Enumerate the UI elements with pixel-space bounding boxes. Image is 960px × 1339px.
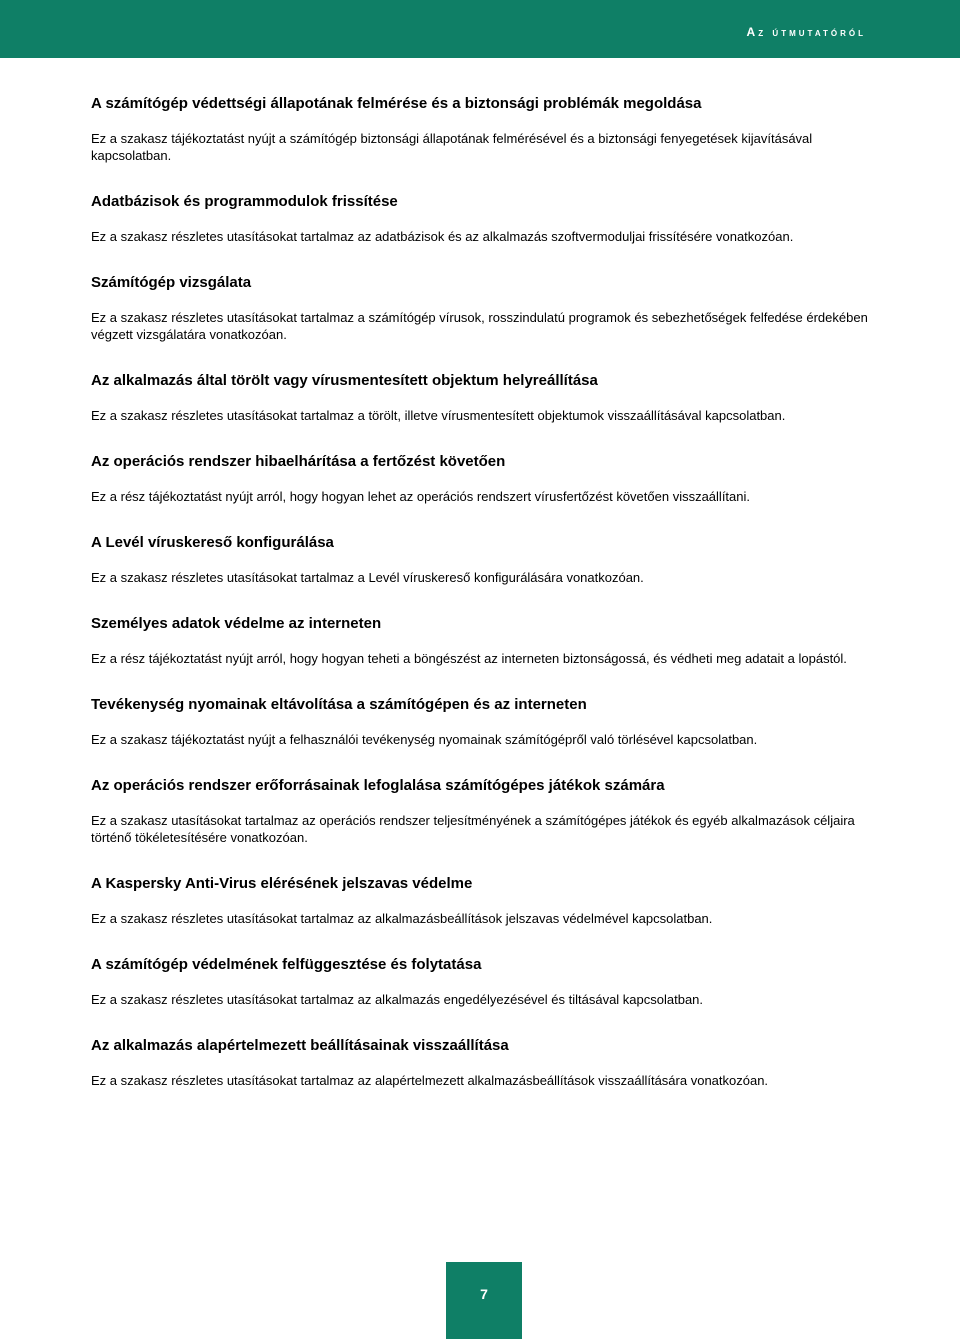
section-description: Ez a szakasz részletes utasításokat tartalmaz a Levél víruskereső konfigurálására vonatkozóan.	[91, 570, 644, 585]
section-title: Az operációs rendszer erőforrásainak lefoglalása számítógépes játékok számára	[91, 777, 665, 794]
section-title: Az operációs rendszer hibaelhárítása a fertőzést követően	[91, 453, 506, 470]
section-gaming-resources	[91, 777, 871, 846]
running-header-title: Az útmutatóról	[746, 25, 866, 39]
section-title: A Kaspersky Anti-Virus elérésének jelszavas védelme	[91, 875, 473, 892]
section-description: Ez a szakasz részletes utasításokat tartalmaz a számítógép vírusok, rosszindulatú programok és sebezhetőségek felfedése érdekében végzett vizsgálatára vonatkozóan.	[91, 310, 868, 342]
section-password-protection	[91, 875, 871, 927]
section-computer-scan	[91, 274, 871, 343]
header-bar	[0, 0, 960, 58]
section-database-update	[91, 193, 871, 245]
section-description: Ez a szakasz részletes utasításokat tartalmaz az alapértelmezett alkalmazásbeállítások visszaállítására vonatkozóan.	[91, 1073, 769, 1088]
section-security-status	[91, 95, 871, 164]
section-description: Ez a rész tájékoztatást nyújt arról, hogy hogyan teheti a böngészést az interneten biztonságossá, és védheti meg adatait a lopástól.	[91, 651, 847, 666]
section-description: Ez a rész tájékoztatást nyújt arról, hogy hogyan lehet az operációs rendszert vírusfertőzést követően visszaállítani.	[91, 489, 751, 504]
section-title: Az alkalmazás alapértelmezett beállításainak visszaállítása	[91, 1037, 509, 1054]
section-title: A számítógép védettségi állapotának felmérése és a biztonsági problémák megoldása	[91, 95, 702, 112]
section-mail-antivirus	[91, 534, 871, 586]
page-number: 7	[480, 1286, 488, 1302]
section-title: Személyes adatok védelme az interneten	[91, 615, 382, 632]
section-restore-defaults	[91, 1037, 871, 1089]
section-description: Ez a szakasz tájékoztatást nyújt a felhasználói tevékenység nyomainak számítógépről való törlésével kapcsolatban.	[91, 732, 758, 747]
section-title: Az alkalmazás által törölt vagy vírusmentesített objektum helyreállítása	[91, 372, 598, 389]
section-title: A Levél víruskereső konfigurálása	[91, 534, 334, 551]
section-title: Számítógép vizsgálata	[91, 274, 252, 291]
section-object-restore	[91, 372, 871, 424]
section-title: Tevékenység nyomainak eltávolítása a számítógépen és az interneten	[91, 696, 587, 713]
section-personal-data-protection	[91, 615, 871, 667]
section-activity-traces	[91, 696, 871, 748]
section-description: Ez a szakasz tájékoztatást nyújt a számítógép biztonsági állapotának felmérésével és a biztonsági fenyegetések kijavításával kapcsolatban.	[91, 131, 813, 163]
section-description: Ez a szakasz utasításokat tartalmaz az operációs rendszer teljesítményének a számítógépes játékok és egyéb alkalmazások céljaira történő tökéletesítésére vonatkozóan.	[91, 813, 855, 845]
section-title: A számítógép védelmének felfüggesztése és folytatása	[91, 956, 482, 973]
section-pause-resume-protection	[91, 956, 871, 1008]
page-number-box	[446, 1262, 522, 1339]
section-title: Adatbázisok és programmodulok frissítése	[91, 193, 398, 210]
section-description: Ez a szakasz részletes utasításokat tartalmaz a törölt, illetve vírusmentesített objektumok visszaállításával kapcsolatban.	[91, 408, 786, 423]
section-os-recovery	[91, 453, 871, 505]
section-description: Ez a szakasz részletes utasításokat tartalmaz az adatbázisok és az alkalmazás szoftvermoduljai frissítésére vonatkozóan.	[91, 229, 794, 244]
document-content	[91, 95, 871, 1118]
section-description: Ez a szakasz részletes utasításokat tartalmaz az alkalmazásbeállítások jelszavas védelmével kapcsolatban.	[91, 911, 713, 926]
section-description: Ez a szakasz részletes utasításokat tartalmaz az alkalmazás engedélyezésével és tiltásával kapcsolatban.	[91, 992, 704, 1007]
